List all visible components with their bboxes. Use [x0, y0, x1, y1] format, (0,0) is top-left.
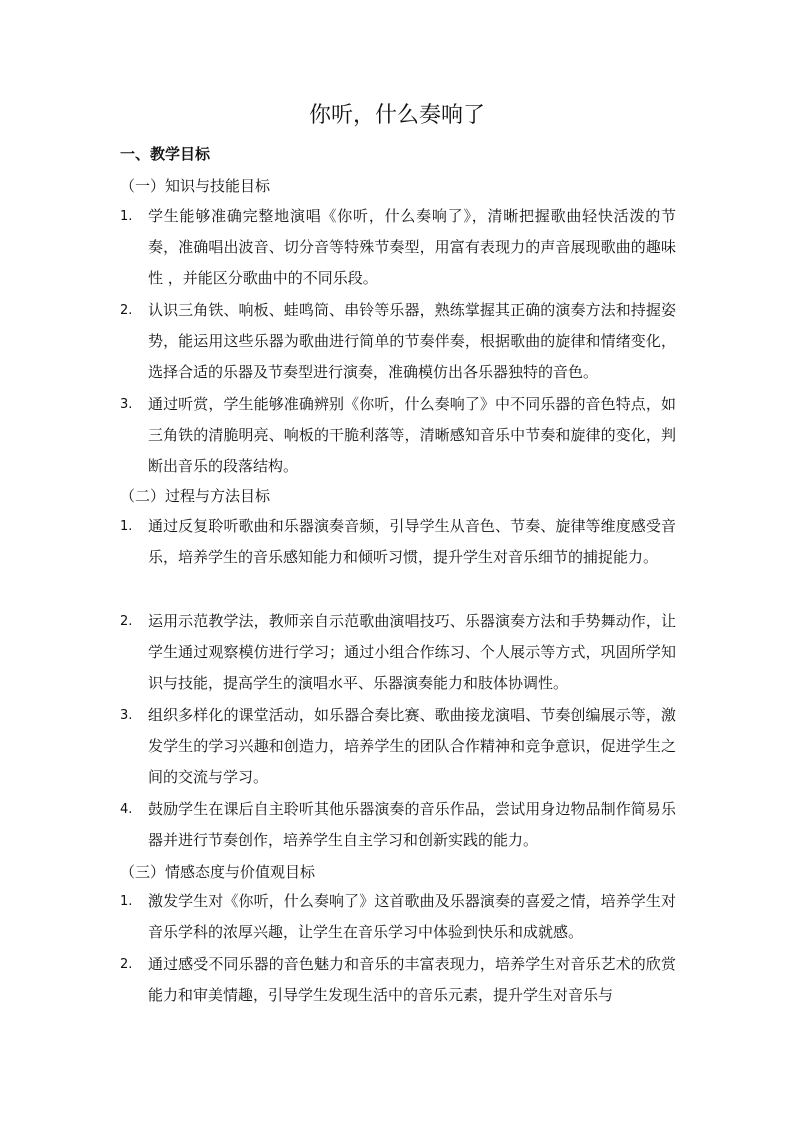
list-item	[120, 606, 676, 699]
list-item-number: 2.	[120, 957, 133, 972]
subsection-heading-knowledge-skills: （一）知识与技能目标	[120, 177, 271, 195]
list-item	[120, 389, 676, 482]
list-item-number: 3.	[120, 397, 133, 412]
list-item	[120, 949, 676, 1011]
list-item-number: 2.	[120, 614, 133, 629]
list-item-text: 鼓励学生在课后自主聆听其他乐器演奏的音乐作品，尝试用身边物品制作简易乐器并进行节奏创作，培养学生自主学习和创新实践的能力。	[148, 800, 676, 849]
subsection-heading-process-methods: （二）过程与方法目标	[120, 487, 271, 505]
list-item-text: 运用示范教学法，教师亲自示范歌曲演唱技巧、乐器演奏方法和手势舞动作，让学生通过观察模仿进行学习；通过小组合作练习、个人展示等方式，巩固所学知识与技能，提高学生的演唱水平、乐器演奏能力和肢体协调性。	[148, 612, 676, 692]
list-item-number: 4.	[120, 802, 133, 817]
list-item	[120, 886, 676, 948]
list-item	[120, 295, 676, 388]
section-heading-teaching-goals: 一、教学目标	[120, 145, 211, 163]
list-item-text: 通过感受不同乐器的音色魅力和音乐的丰富表现力，培养学生对音乐艺术的欣赏能力和审美情趣，引导学生发现生活中的音乐元素，提升学生对音乐与	[148, 955, 676, 1004]
subsection-heading-emotion-values: （三）情感态度与价值观目标	[120, 863, 316, 881]
list-item-number: 3.	[120, 708, 133, 723]
list-item-number: 1.	[120, 209, 133, 224]
list-item-number: 1.	[120, 894, 133, 909]
list-item-text: 通过反复聆听歌曲和乐器演奏音频，引导学生从音色、节奏、旋律等维度感受音乐，培养学生的音乐感知能力和倾听习惯，提升学生对音乐细节的捕捉能力。	[148, 517, 676, 566]
list-item-text: 通过听赏，学生能够准确辨别《你听，什么奏响了》中不同乐器的音色特点，如三角铁的清脆明亮、响板的干脆利落等，清晰感知音乐中节奏和旋律的变化，判断出音乐的段落结构。	[148, 395, 676, 475]
list-item	[120, 201, 676, 294]
list-item	[120, 794, 676, 856]
list-item-text: 组织多样化的课堂活动，如乐器合奏比赛、歌曲接龙演唱、节奏创编展示等，激发学生的学习兴趣和创造力，培养学生的团队合作精神和竞争意识，促进学生之间的交流与学习。	[148, 706, 676, 786]
document-title: 你听，什么奏响了	[308, 103, 485, 128]
list-item-text: 激发学生对《你听，什么奏响了》这首歌曲及乐器演奏的喜爱之情，培养学生对音乐学科的浓厚兴趣，让学生在音乐学习中体验到快乐和成就感。	[148, 892, 676, 941]
list-item	[120, 700, 676, 793]
list-item-number: 2.	[120, 303, 133, 318]
list-item-number: 1.	[120, 519, 133, 534]
list-item	[120, 511, 676, 573]
list-item-text: 学生能够准确完整地演唱《你听，什么奏响了》，清晰把握歌曲轻快活泼的节奏，准确唱出波音、切分音等特殊节奏型，用富有表现力的声音展现歌曲的趣味性 ，并能区分歌曲中的不同乐段。	[148, 207, 676, 287]
list-item-text: 认识三角铁、响板、蛙鸣筒、串铃等乐器，熟练掌握其正确的演奏方法和持握姿势，能运用这些乐器为歌曲进行简单的节奏伴奏，根据歌曲的旋律和情绪变化，选择合适的乐器及节奏型进行演奏，准确模仿出各乐器独特的音色。	[148, 301, 676, 381]
